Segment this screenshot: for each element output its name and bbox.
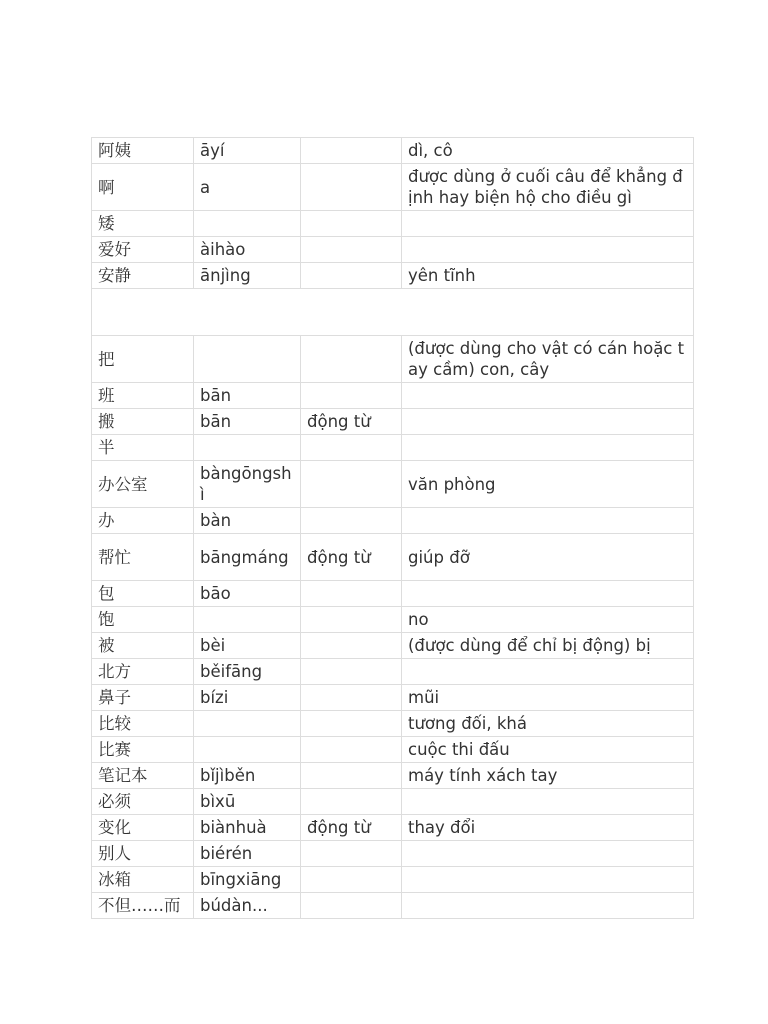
meaning-cell: tương đối, khá: [402, 711, 694, 737]
hanzi-cell: 办: [92, 508, 194, 534]
part-of-speech-cell: [301, 685, 402, 711]
hanzi-cell: 把: [92, 336, 194, 383]
hanzi-cell: 爱好: [92, 237, 194, 263]
vocabulary-table: [91, 137, 694, 919]
pinyin-cell: āyí: [194, 138, 301, 164]
table-row: [92, 737, 694, 763]
hanzi-cell: 帮忙: [92, 534, 194, 581]
table-row: [92, 138, 694, 164]
pinyin-cell: bàn: [194, 508, 301, 534]
part-of-speech-cell: động từ: [301, 534, 402, 581]
table-row: [92, 336, 694, 383]
table-row: [92, 164, 694, 211]
meaning-cell: (được dùng cho vật có cán hoặc tay cầm) con, cây: [402, 336, 694, 383]
pinyin-cell: bàngōngshì: [194, 461, 301, 508]
pinyin-cell: bǐjìběn: [194, 763, 301, 789]
meaning-cell: [402, 841, 694, 867]
part-of-speech-cell: [301, 164, 402, 211]
pinyin-cell: bāngmáng: [194, 534, 301, 581]
hanzi-cell: 冰箱: [92, 867, 194, 893]
meaning-cell: [402, 435, 694, 461]
pinyin-cell: [194, 211, 301, 237]
pinyin-cell: bān: [194, 383, 301, 409]
part-of-speech-cell: [301, 508, 402, 534]
part-of-speech-cell: [301, 893, 402, 919]
hanzi-cell: 比较: [92, 711, 194, 737]
hanzi-cell: 半: [92, 435, 194, 461]
pinyin-cell: bāo: [194, 581, 301, 607]
table-row: [92, 893, 694, 919]
pinyin-cell: bízi: [194, 685, 301, 711]
hanzi-cell: 矮: [92, 211, 194, 237]
pinyin-cell: a: [194, 164, 301, 211]
meaning-cell: mũi: [402, 685, 694, 711]
part-of-speech-cell: động từ: [301, 815, 402, 841]
table-row: [92, 461, 694, 508]
meaning-cell: thay đổi: [402, 815, 694, 841]
table-row: [92, 263, 694, 289]
pinyin-cell: [194, 711, 301, 737]
table-row: [92, 685, 694, 711]
pinyin-cell: bān: [194, 409, 301, 435]
part-of-speech-cell: [301, 237, 402, 263]
table-row: [92, 237, 694, 263]
meaning-cell: [402, 508, 694, 534]
table-row: [92, 409, 694, 435]
hanzi-cell: 阿姨: [92, 138, 194, 164]
meaning-cell: yên tĩnh: [402, 263, 694, 289]
table-row: [92, 383, 694, 409]
hanzi-cell: 北方: [92, 659, 194, 685]
table-row: [92, 607, 694, 633]
table-row: [92, 867, 694, 893]
part-of-speech-cell: động từ: [301, 409, 402, 435]
hanzi-cell: 饱: [92, 607, 194, 633]
hanzi-cell: 办公室: [92, 461, 194, 508]
table-row: [92, 581, 694, 607]
table-row: [92, 659, 694, 685]
hanzi-cell: 安静: [92, 263, 194, 289]
hanzi-cell: 笔记本: [92, 763, 194, 789]
hanzi-cell: 比赛: [92, 737, 194, 763]
table-row: [92, 289, 694, 336]
hanzi-cell: 包: [92, 581, 194, 607]
pinyin-cell: biérén: [194, 841, 301, 867]
meaning-cell: dì, cô: [402, 138, 694, 164]
meaning-cell: [402, 581, 694, 607]
meaning-cell: [402, 867, 694, 893]
part-of-speech-cell: [301, 581, 402, 607]
part-of-speech-cell: [301, 763, 402, 789]
pinyin-cell: búdàn...: [194, 893, 301, 919]
meaning-cell: no: [402, 607, 694, 633]
pinyin-cell: běifāng: [194, 659, 301, 685]
pinyin-cell: [194, 336, 301, 383]
table-row: [92, 815, 694, 841]
pinyin-cell: àihào: [194, 237, 301, 263]
part-of-speech-cell: [301, 789, 402, 815]
part-of-speech-cell: [301, 711, 402, 737]
pinyin-cell: biànhuà: [194, 815, 301, 841]
meaning-cell: [402, 659, 694, 685]
pinyin-cell: [194, 607, 301, 633]
hanzi-cell: 被: [92, 633, 194, 659]
meaning-cell: được dùng ở cuối câu để khẳng định hay biện hộ cho điều gì: [402, 164, 694, 211]
meaning-cell: văn phòng: [402, 461, 694, 508]
table-row: [92, 633, 694, 659]
pinyin-cell: bèi: [194, 633, 301, 659]
table-row: [92, 211, 694, 237]
hanzi-cell: 必须: [92, 789, 194, 815]
pinyin-cell: bīngxiāng: [194, 867, 301, 893]
table-row: [92, 435, 694, 461]
part-of-speech-cell: [301, 607, 402, 633]
part-of-speech-cell: [301, 211, 402, 237]
hanzi-cell: 班: [92, 383, 194, 409]
meaning-cell: [402, 211, 694, 237]
part-of-speech-cell: [301, 138, 402, 164]
meaning-cell: (được dùng để chỉ bị động) bị: [402, 633, 694, 659]
table-row: [92, 534, 694, 581]
hanzi-cell: 啊: [92, 164, 194, 211]
pinyin-cell: bìxū: [194, 789, 301, 815]
pinyin-cell: [194, 435, 301, 461]
hanzi-cell: 变化: [92, 815, 194, 841]
table-row: [92, 508, 694, 534]
part-of-speech-cell: [301, 461, 402, 508]
meaning-cell: máy tính xách tay: [402, 763, 694, 789]
part-of-speech-cell: [301, 737, 402, 763]
meaning-cell: [402, 409, 694, 435]
table-row: [92, 763, 694, 789]
meaning-cell: cuộc thi đấu: [402, 737, 694, 763]
hanzi-cell: 鼻子: [92, 685, 194, 711]
part-of-speech-cell: [301, 383, 402, 409]
meaning-cell: [402, 893, 694, 919]
part-of-speech-cell: [301, 633, 402, 659]
meaning-cell: [402, 383, 694, 409]
part-of-speech-cell: [301, 841, 402, 867]
part-of-speech-cell: [301, 336, 402, 383]
meaning-cell: giúp đỡ: [402, 534, 694, 581]
hanzi-cell: 不但……而: [92, 893, 194, 919]
part-of-speech-cell: [301, 263, 402, 289]
pinyin-cell: [194, 737, 301, 763]
table-row: [92, 789, 694, 815]
meaning-cell: [402, 237, 694, 263]
meaning-cell: [402, 789, 694, 815]
pinyin-cell: ānjìng: [194, 263, 301, 289]
part-of-speech-cell: [301, 659, 402, 685]
table-row: [92, 711, 694, 737]
part-of-speech-cell: [301, 435, 402, 461]
empty-merged-cell: [92, 289, 694, 336]
part-of-speech-cell: [301, 867, 402, 893]
hanzi-cell: 搬: [92, 409, 194, 435]
vocabulary-table-body: [92, 138, 694, 919]
hanzi-cell: 别人: [92, 841, 194, 867]
table-row: [92, 841, 694, 867]
